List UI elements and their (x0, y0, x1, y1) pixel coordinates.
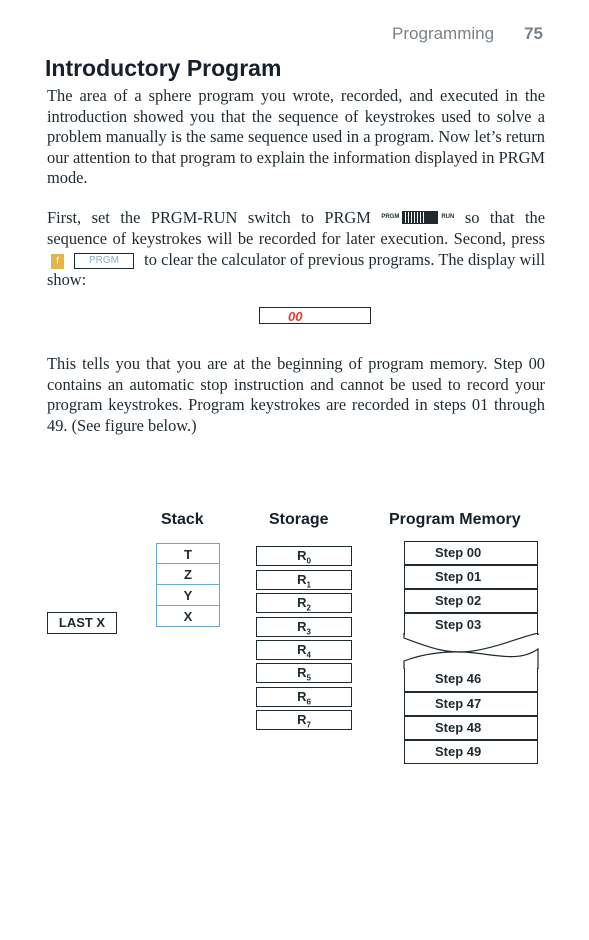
program-step-03: Step 03 (404, 613, 538, 635)
memory-break-bottom-icon (403, 647, 539, 670)
page-header (392, 24, 543, 44)
switch-label-prgm: PRGM (381, 213, 400, 220)
instruction-text-1: First, set the PRGM-RUN switch to PRGM (47, 208, 371, 227)
explanation-paragraph: This tells you that you are at the beginning of program memory. Step 00 contains an automatic stop instruction and cannot be used to record your program keystrokes. Program keystrokes are recorded in steps 01 through 49. (See figure below.) (47, 354, 545, 435)
program-step-02: Step 02 (404, 589, 538, 613)
stack-register-t: T (156, 543, 220, 564)
storage-register-r1: $R_1$ (256, 570, 352, 590)
stack-register-x: X (156, 606, 220, 627)
program-step-01: Step 01 (404, 565, 538, 589)
storage-register-r7: $R_7$ (256, 710, 352, 730)
storage-register-r0: $R_0$ (256, 546, 352, 566)
stack-register-z: Z (156, 564, 220, 585)
instruction-text-2: so that the sequence of keystrokes will be recorded for later execution. Second, press (47, 208, 545, 249)
program-memory-title: Program Memory (389, 511, 521, 528)
program-step-49: Step 49 (404, 740, 538, 764)
storage-register-r4: $R_4$ (256, 640, 352, 660)
storage-register-r6: $R_6$ (256, 687, 352, 707)
storage-register-r3: $R_3$ (256, 617, 352, 637)
stack-register-y: Y (156, 585, 220, 606)
switch-body (402, 211, 438, 224)
stack-title: Stack (161, 511, 204, 528)
section-name: Programming (392, 24, 495, 43)
storage-title: Storage (269, 511, 329, 528)
program-step-47: Step 47 (404, 692, 538, 716)
section-title: Introductory Program (45, 55, 282, 81)
switch-label-run: RUN (441, 213, 455, 220)
intro-paragraph: The area of a sphere program you wrote, recorded, and executed in the introduction showed you that the sequence of keystrokes used to solve a problem manually is the same sequence used in a program. Now let’s return our attention to that program to explain the information displayed in PRGM mode. (47, 86, 545, 187)
program-step-46: Step 46 (404, 668, 538, 692)
last-x-register: LAST X (47, 612, 117, 634)
program-step-48: Step 48 (404, 716, 538, 740)
instruction-text-3: to clear the calculator of previous programs. The display will show: (47, 249, 545, 290)
calculator-display: 00 (259, 307, 371, 324)
storage-register-r5: $R_5$ (256, 663, 352, 683)
instruction-paragraph (47, 208, 545, 291)
f-key-icon: f (51, 254, 64, 269)
storage-register-r2: $R_2$ (256, 593, 352, 613)
page-number: 75 (524, 24, 543, 43)
prgm-run-switch-icon (381, 207, 454, 228)
program-step-00: Step 00 (404, 541, 538, 565)
prgm-key-icon: PRGM (74, 253, 134, 269)
